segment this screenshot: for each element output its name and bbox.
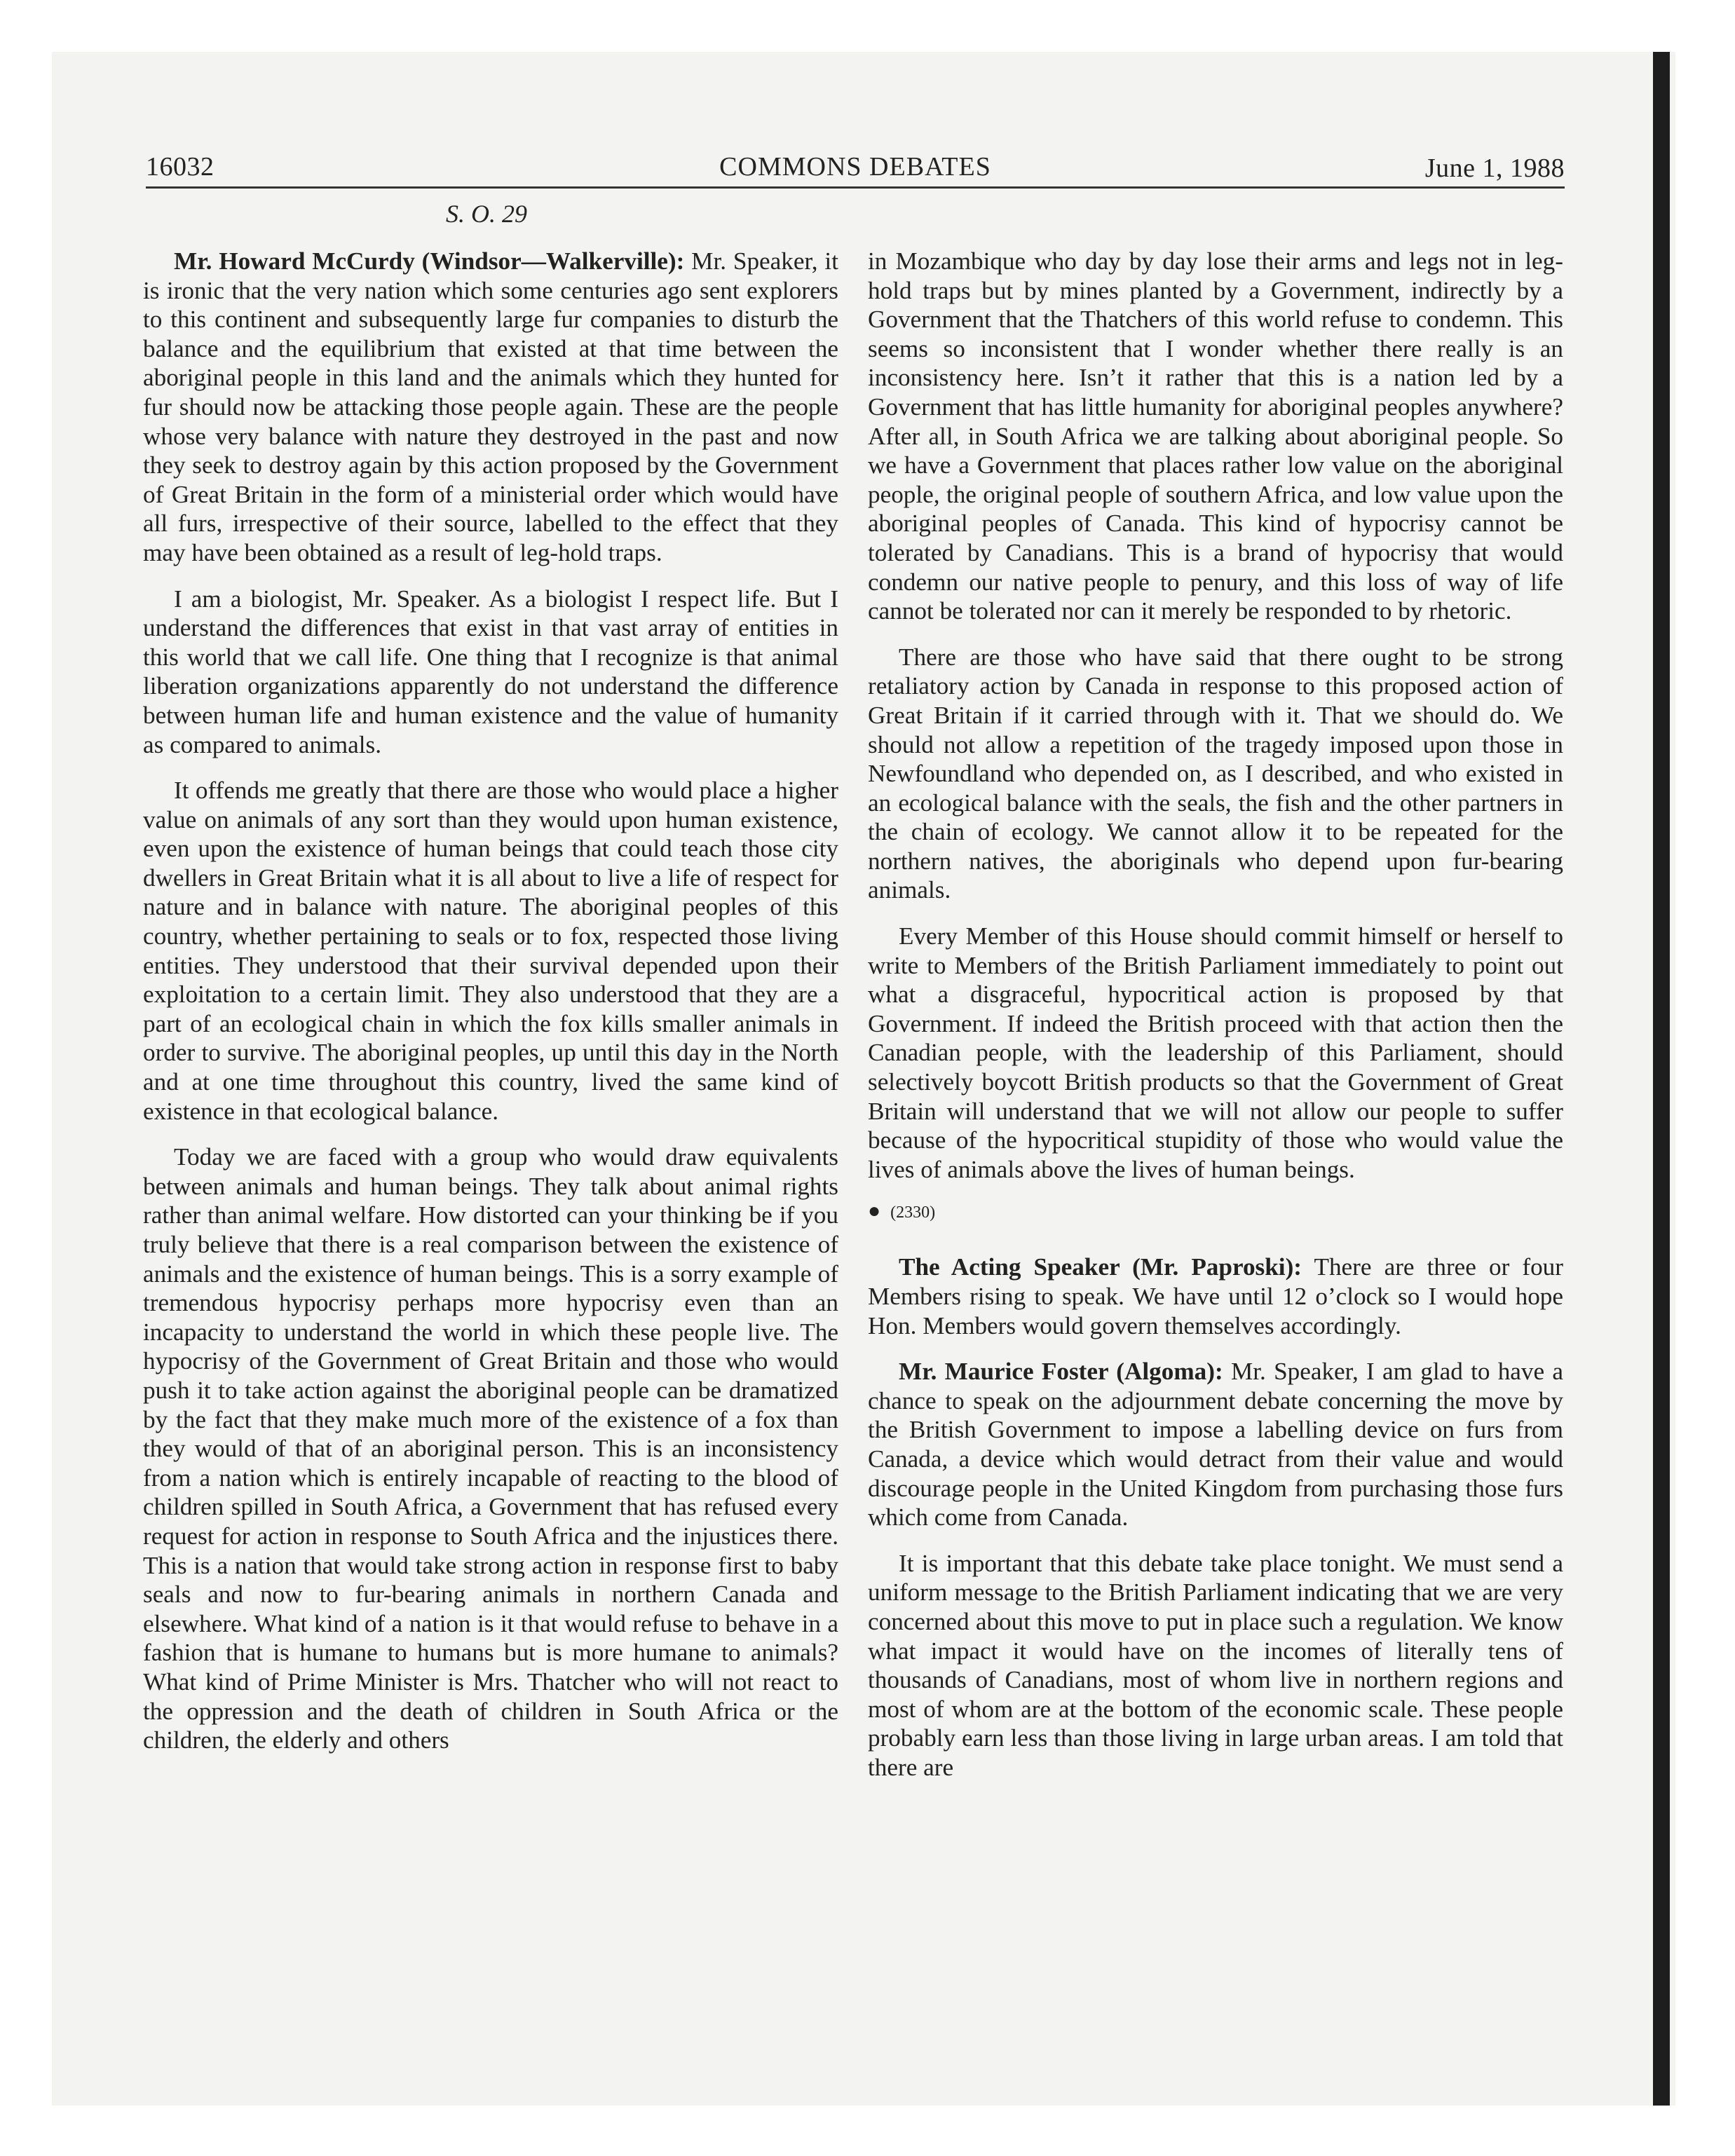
speaker-name: Mr. Maurice Foster (Algoma): <box>899 1358 1223 1386</box>
paragraph: in Mozambique who day by day lose their arms and legs not in leg-hold traps but by mines planted by a Government, indirectly by a Government that the Thatchers of this world refuse to condemn. This seems so inconsistent that I wonder whether there really is an inconsistency here. Isn’t it rather that this is a nation led by a Government that has little humanity for aboriginal peoples anywhere? After all, in South Africa we are talking about aboriginal people. So we have a Government that places rather low value on the aboriginal people, the original people of southern Africa, and low value upon the aboriginal peoples of Canada. This kind of hypocrisy cannot be tolerated by Canadians. This is a brand of hypocrisy that would condemn our native people to penury, and this loss of way of life cannot be tolerated nor can it merely be responded to by rhetoric. <box>868 247 1563 625</box>
paragraph-text: Mr. Speaker, I am glad to have a chance to speak on the adjournment debate concerning the move by the British Government to impose a labelling device on furs from Canada, a device which would detract from their value and would discourage people in the United Kingdom from purchasing those furs which come from Canada. <box>868 1358 1563 1531</box>
paragraph: Today we are faced with a group who would draw equivalents between animals and human beings. They talk about animal rights rather than animal welfare. How distorted can your thinking be if you truly believe that there is a real comparison between the existence of animals and the existence of human beings. This is a sorry example of tremendous hypocrisy perhaps more hypocrisy even than an incapacity to understand the world in which these people live. The hypocrisy of the Government of Great Britain and those who would push it to take action against the aboriginal people can be dramatized by the fact that they make much more of the existence of a fox than they would of that of an aboriginal person. This is an inconsistency from a nation which is entirely incapable of reacting to the blood of children spilled in South Africa, a Government that has refused every request for action in response to South Africa and the injustices there. This is a nation that would take strong action in response first to baby seals and now to fur-bearing animals in northern Canada and elsewhere. What kind of a nation is it that would refuse to behave in a fashion that is humane to humans but is more humane to animals? What kind of Prime Minister is Mrs. Thatcher who will not react to the oppression and the death of children in South Africa or the children, the elderly and others <box>143 1143 838 1754</box>
paragraph-text: Mr. Speaker, it is ironic that the very nation which some centuries ago sent explorers to this continent and subsequently large fur companies to disturb the balance and the equilibrium that existed at that time between the aboriginal people in this land and the animals which they hunted for fur should now be attacking those people again. These are the people whose very balance with nature they destroyed in the past and now they seek to destroy again by this action proposed by the Government of Great Britain in the form of a ministerial order which would have all furs, irrespective of their source, labelled to the effect that they may have been obtained as a result of leg-hold traps. <box>143 247 838 566</box>
bullet-icon: ● <box>868 1199 881 1223</box>
paragraph: I am a biologist, Mr. Speaker. As a biologist I respect life. But I understand the differences that exist in that vast array of entities in this world that we call life. One thing that I recognize is that animal liberation organizations apparently do not understand the difference between human life and human existence and the value of humanity as compared to animals. <box>143 585 838 758</box>
section-label: S. O. 29 <box>446 200 527 228</box>
scan-edge <box>1653 52 1670 2106</box>
header-rule <box>146 186 1565 189</box>
paragraph: It offends me greatly that there are those who would place a higher value on animals of any sort than they would upon human existence, even upon the existence of human beings that could teach those city dwellers in Great Britain what it is all about to live a life of respect for nature and in balance with nature. The aboriginal peoples of this country, whether pertaining to seals or to fox, respected those living entities. They understood that their survival depended upon their exploitation to a certain limit. They also understood that they are a part of an ecological chain in which the fox kills smaller animals in order to survive. The aboriginal peoples, up until this day in the North and at one time throughout this country, lived the same kind of existence in that ecological balance. <box>143 777 838 1125</box>
paragraph <box>868 1357 1563 1532</box>
paragraph-text: There are three or four Members rising to speak. We have until 12 o’clock so I would hope Hon. Members would govern themselves accordingly. <box>868 1253 1563 1339</box>
paragraph: Every Member of this House should commit himself or herself to write to Members of the British Parliament immediately to point out what a disgraceful, hypocritical action is proposed by that Government. If indeed the British proceed with that action then the Canadian people, with the leadership of this Parliament, should selectively boycott British products so that the Government of Great Britain will understand that we will not allow our people to suffer because of the hypocritical stupidity of those who would value the lives of animals above the lives of human beings. <box>868 922 1563 1183</box>
publication-title: COMMONS DEBATES <box>719 152 991 182</box>
speaker-name: Mr. Howard McCurdy (Windsor—Walkerville): <box>174 247 685 275</box>
page-number: 16032 <box>146 152 215 182</box>
paragraph <box>868 1253 1563 1340</box>
publication-date: June 1, 1988 <box>1424 153 1565 183</box>
right-column <box>868 247 1563 1799</box>
paragraph <box>143 247 838 568</box>
time-marker <box>868 1201 1563 1223</box>
paragraph: There are those who have said that there ought to be strong retaliatory action by Canada in response to this proposed action of Great Britain if it carried through with it. That we should do. We should not allow a repetition of the tragedy imposed upon those in Newfoundland who depended on, as I described, and who existed in an ecological balance with the seals, the fish and the other partners in the chain of ecology. We cannot allow it to be repeated for the northern natives, the aboriginals who depend upon fur-bearing animals. <box>868 643 1563 904</box>
speaker-name: The Acting Speaker (Mr. Paproski): <box>899 1253 1302 1281</box>
left-column <box>143 247 838 1772</box>
page-header <box>146 146 1565 188</box>
time-marker-text: (2330) <box>890 1203 936 1222</box>
paragraph: It is important that this debate take place tonight. We must send a uniform message to the British Parliament indicating that we are very concerned about this move to put in place such a regulation. We know what impact it would have on the incomes of literally tens of thousands of Canadians, most of whom live in northern regions and most of whom are at the bottom of the economic scale. These people probably earn less than those living in large urban areas. I am told that there are <box>868 1549 1563 1781</box>
